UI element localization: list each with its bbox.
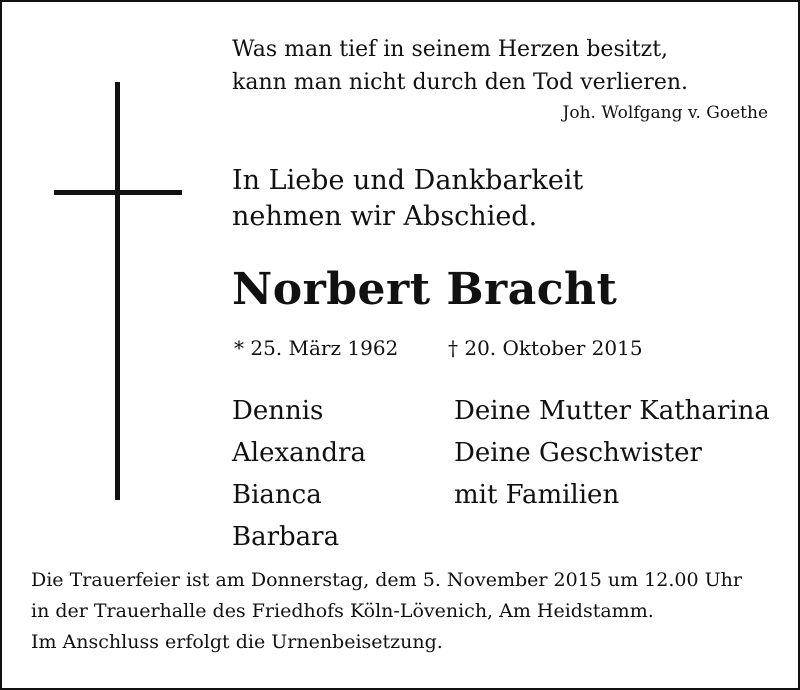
mourners-children	[232, 390, 366, 558]
quote-author: Joh. Wolfgang v. Goethe	[562, 103, 768, 123]
notice-line-2: in der Trauerhalle des Friedhofs Köln-Lövenich, Am Heidstamm.	[31, 600, 654, 622]
notice-line-1: Die Trauerfeier ist am Donnerstag, dem 5. November 2015 um 12.00 Uhr	[31, 569, 742, 591]
mourner-name: Dennis	[232, 396, 324, 426]
deceased-name: Norbert Bracht	[232, 264, 618, 315]
quote-line-1: Was man tief in seinem Herzen besitzt,	[232, 37, 669, 62]
farewell-text	[232, 163, 772, 235]
farewell-line-2: nehmen wir Abschied.	[232, 201, 538, 232]
goethe-quote	[232, 33, 772, 99]
death-date: † 20. Oktober 2015	[448, 336, 643, 360]
mourner-name: Bianca	[232, 480, 322, 510]
quote-line-2: kann man nicht durch den Tod verlieren.	[232, 70, 689, 95]
notice-line-3: Im Anschluss erfolgt die Urnenbeisetzung.	[31, 631, 443, 653]
cross-vertical-bar	[115, 82, 120, 500]
mourner-family-line: mit Familien	[454, 480, 620, 510]
funeral-notice	[31, 565, 791, 658]
mourner-name: Barbara	[232, 522, 340, 552]
cross-horizontal-bar	[54, 190, 182, 195]
mourners-family	[454, 390, 770, 516]
farewell-line-1: In Liebe und Dankbarkeit	[232, 165, 584, 196]
mourner-family-line: Deine Geschwister	[454, 438, 702, 468]
mourner-family-line: Deine Mutter Katharina	[454, 396, 770, 426]
mourner-name: Alexandra	[232, 438, 366, 468]
birth-date: * 25. März 1962	[234, 336, 399, 360]
